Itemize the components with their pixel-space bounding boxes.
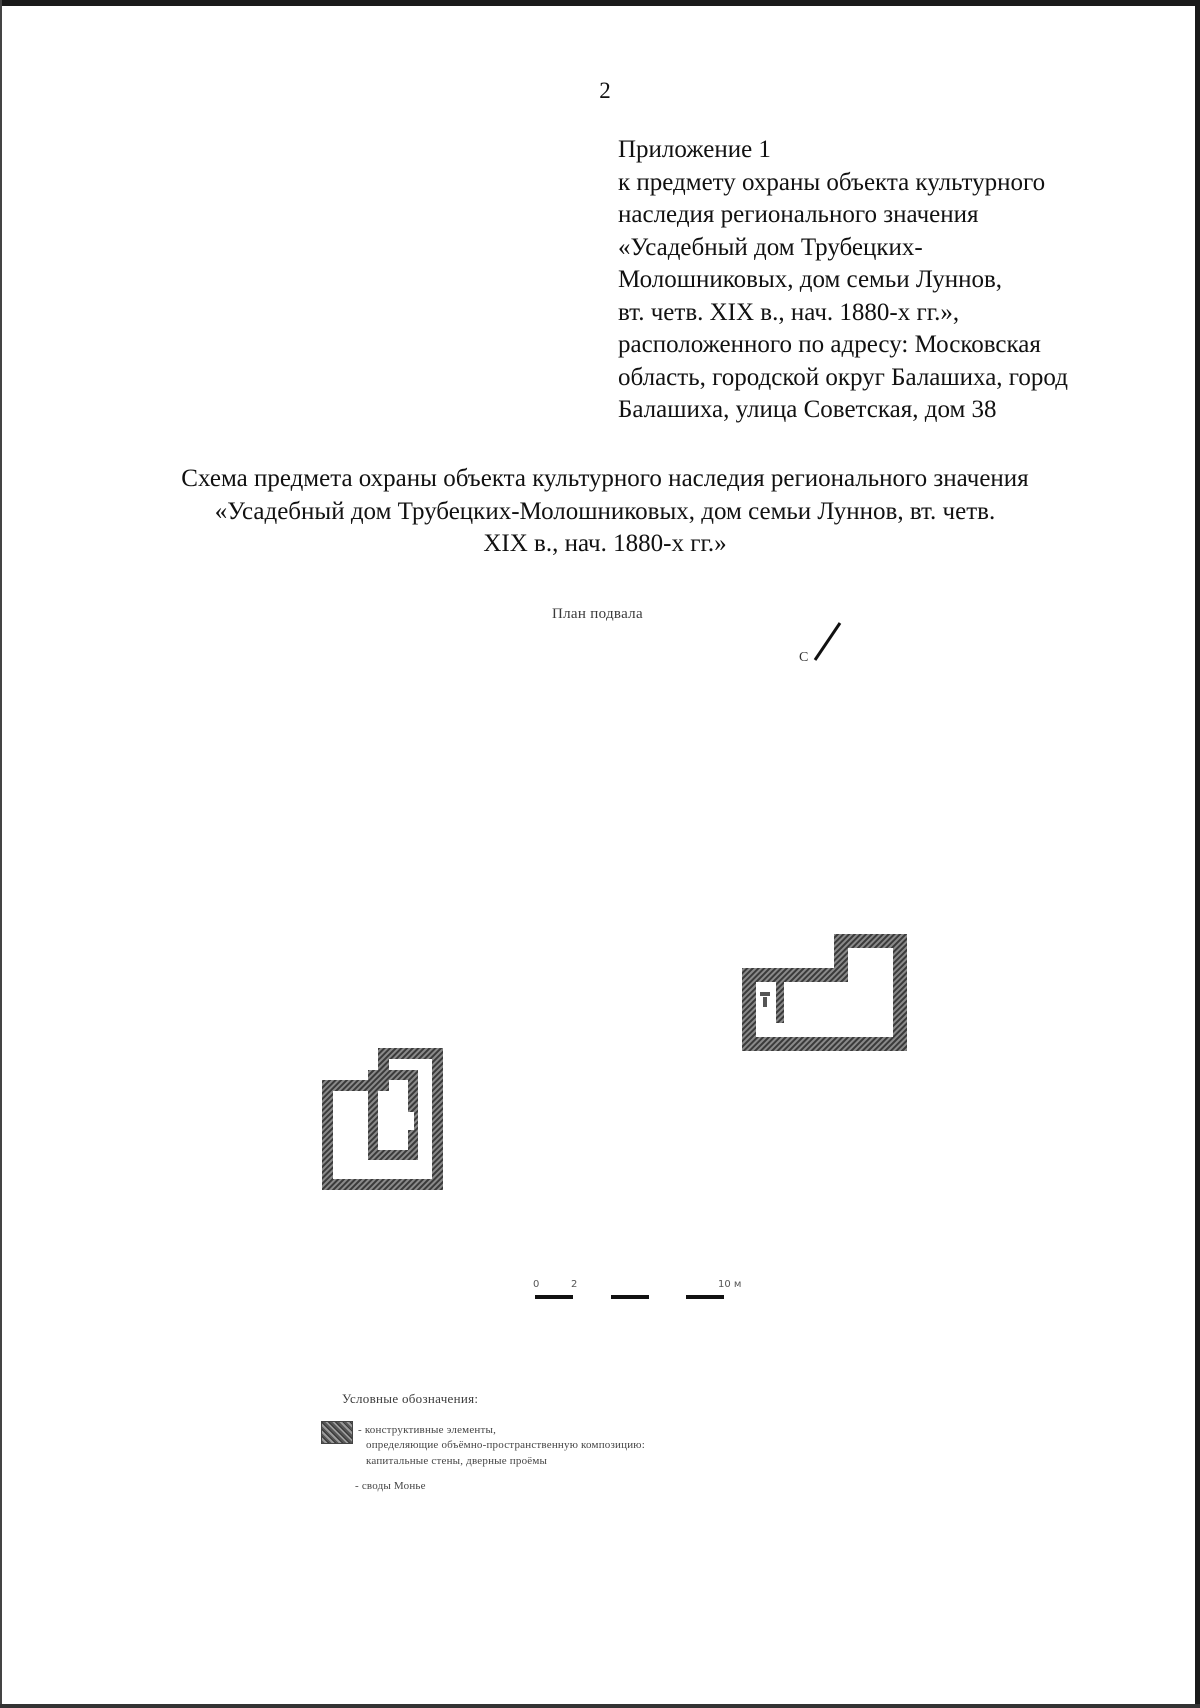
annex-line: расположенного по адресу: Московская	[618, 331, 1041, 358]
north-arrow-icon	[815, 623, 840, 660]
scan-left-edge	[0, 0, 2, 1708]
left-basement-block	[322, 1048, 443, 1190]
legend-item: определяющие объёмно-пространственную композицию:	[366, 1439, 645, 1451]
scale-label-2: 2	[571, 1279, 578, 1290]
plan-label: План подвала	[552, 606, 643, 622]
legend-title: Условные обозначения:	[342, 1391, 479, 1406]
north-letter: С	[799, 650, 809, 665]
scan-right-edge	[1195, 0, 1200, 1708]
annex-line: «Усадебный дом Трубецких-	[618, 233, 923, 261]
annex-line: область, городской округ Балашиха, город	[618, 363, 1068, 391]
title-line: XIX в., нач. 1880-х гг.»	[483, 530, 727, 557]
right-basement-block	[742, 934, 907, 1051]
scale-bar	[535, 1295, 724, 1299]
scale-label-0: 0	[533, 1279, 540, 1290]
document-title	[0, 463, 1200, 561]
annex-line: Молошниковых, дом семьи Луннов,	[618, 266, 1003, 293]
title-line: «Усадебный дом Трубецких-Молошниковых, дом семьи Луннов, вт. четв.	[214, 497, 996, 525]
annex-line: Балашиха, улица Советская, дом 38	[618, 396, 997, 423]
legend-item: - своды Монье	[355, 1480, 426, 1492]
annex-line: к предмету охраны объекта культурного	[618, 168, 1046, 196]
legend-item: - конструктивные элементы,	[358, 1424, 497, 1436]
structural-elements-swatch	[321, 1421, 353, 1444]
scale-label-10m: 10 м	[718, 1279, 742, 1290]
annex-line: Приложение 1	[618, 136, 771, 163]
scan-top-edge	[0, 0, 1200, 6]
annex-line: наследия регионального значения	[618, 201, 979, 228]
legend-item: капитальные стены, дверные проёмы	[366, 1455, 548, 1467]
title-line: Схема предмета охраны объекта культурного наследия регионального значения	[181, 465, 1029, 492]
annex-block	[618, 134, 1178, 427]
scan-bottom-edge	[0, 1704, 1200, 1708]
annex-line: вт. четв. XIX в., нач. 1880-х гг.»,	[618, 298, 960, 326]
page-number: 2	[599, 78, 611, 103]
